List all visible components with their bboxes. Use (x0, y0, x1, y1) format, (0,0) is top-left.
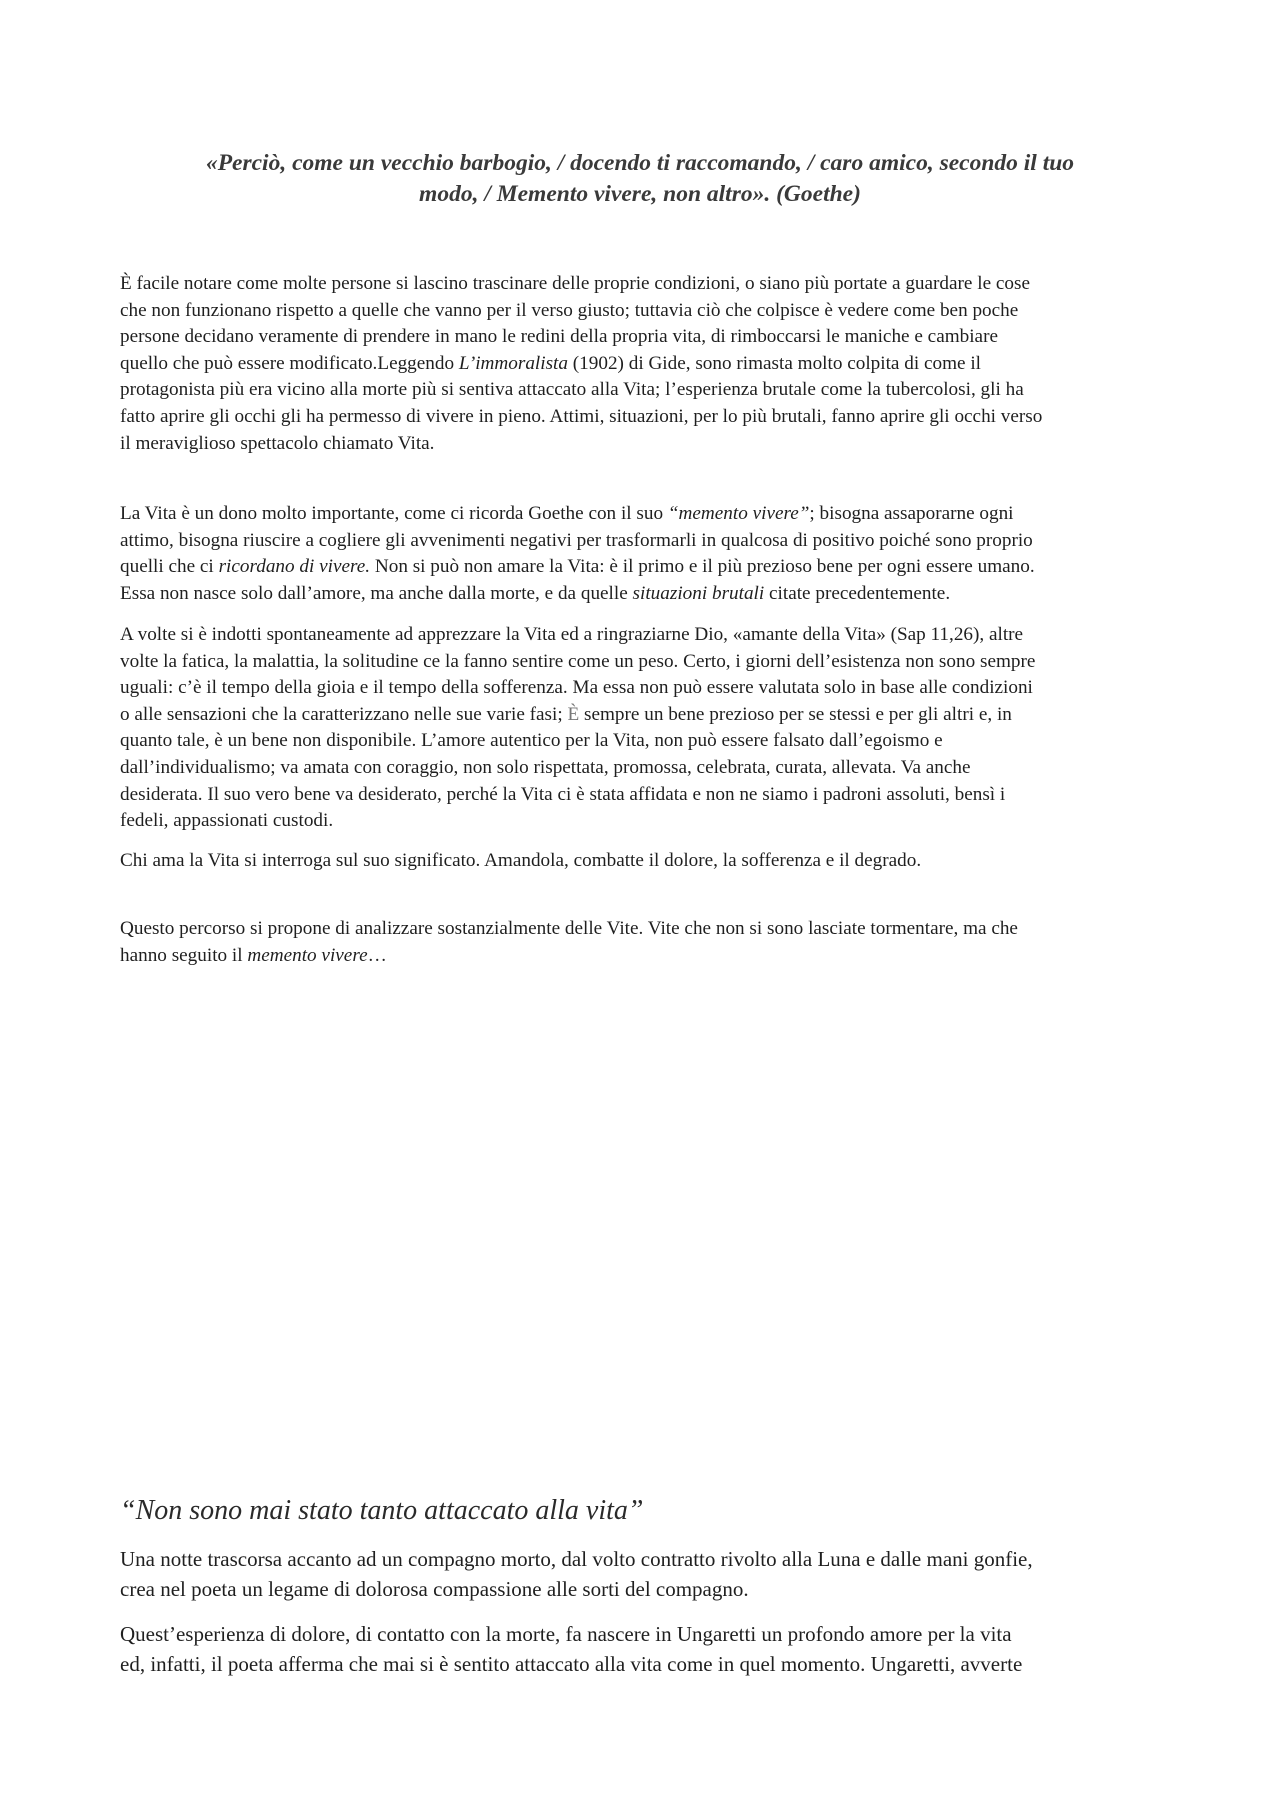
text-line: fedeli, appassionati custodi. (120, 810, 334, 832)
text-line (120, 554, 1172, 581)
paragraph-goethe (120, 501, 1172, 607)
text-run: Essa non nasce solo dall’amore, ma anche dalla morte, e da quelle (120, 582, 633, 604)
paragraph-percorso (120, 916, 1172, 969)
text-run: o alle sensazioni che la caratterizzano nelle sue varie fasi; (120, 703, 568, 725)
book-title-immoralista: L’immoralista (458, 352, 568, 374)
section-paragraph (120, 1545, 1180, 1604)
italic-phrase: ricordano di vivere. (218, 556, 371, 578)
text-line: persone decidano veramente di prendere in mano le redini della propria vita, di rimboccarsi le maniche e cambiare (120, 326, 998, 348)
text-line: È facile notare come molte persone si lascino trascinare delle proprie condizioni, o siano più portate a guardare le cose (120, 273, 1030, 294)
text-run: quello che può essere modificato.Leggendo (120, 352, 459, 374)
text-line: il meraviglioso spettacolo chiamato Vita. (120, 432, 435, 454)
text-line: dall’individualismo; va amata con coraggio, non solo rispettata, promossa, celebrata, curata, allevata. Va anche (120, 756, 971, 778)
text-line: attimo, bisogna riuscire a cogliere gli avvenimenti negativi per trasformarli in qualcosa di positivo poiché sono proprio (120, 529, 1033, 551)
memento-vivere-quote: “memento vivere” (667, 503, 810, 524)
section-paragraph (120, 1620, 1180, 1679)
text-run: quelli che ci (120, 556, 219, 578)
text-line (120, 581, 1172, 608)
epigraph-line: «Perciò, come un vecchio barbogio, / docendo ti raccomando, / caro amico, secondo il tuo (205, 150, 1075, 176)
text-line: volte la fatica, la malattia, la solitudine ce la fanno sentire come un peso. Certo, i giorni dell’esistenza non sono sempre (120, 650, 1036, 672)
text-line: protagonista più era vicino alla morte più si sentiva attaccato alla Vita; l’esperienza brutale come la tubercolosi, gli ha (120, 379, 1024, 401)
text-run: (1902) di Gide, sono rimasta molto colpita di come il (567, 352, 981, 374)
text-run: citate precedentemente. (764, 582, 951, 604)
text-run: … (367, 944, 387, 966)
text-line: uguali: c’è il tempo della gioia e il tempo della sofferenza. Ma essa non può essere valutata solo in base alle condizioni (120, 677, 1033, 699)
text-line (120, 351, 1172, 378)
text-line: Una notte trascorsa accanto ad un compagno morto, dal volto contratto rivolto alla Luna e dalle mani gonfie, (120, 1547, 1033, 1571)
epigraph-quote (120, 148, 1160, 210)
italic-phrase: situazioni brutali (632, 582, 765, 604)
text-line: Questo percorso si propone di analizzare sostanzialmente delle Vite. Vite che non si sono lasciate tormentare, ma che (120, 918, 1018, 939)
text-run: È (567, 703, 580, 725)
paragraph-chi-ama (120, 848, 1172, 875)
text-line (120, 702, 1172, 729)
paragraph-intro (120, 271, 1172, 457)
text-line: fatto aprire gli occhi gli ha permesso di vivere in pieno. Attimi, situazioni, per lo più brutali, fanno aprire gli occhi verso (120, 405, 1043, 427)
text-run: La Vita è un dono molto importante, come ci ricorda Goethe con il suo (120, 503, 668, 524)
text-run: Non si può non amare la Vita: è il primo e il più prezioso bene per ogni essere umano. (370, 556, 1035, 578)
text-line: ed, infatti, il poeta afferma che mai si è sentito attaccato alla vita come in quel momento. Ungaretti, avverte (120, 1651, 1023, 1676)
text-line: A volte si è indotti spontaneamente ad apprezzare la Vita ed a ringraziarne Dio, «amante della Vita» (Sap 11,26), altre (120, 624, 1024, 645)
text-run: hanno seguito il (120, 944, 248, 966)
text-line (120, 501, 1172, 528)
text-line: Chi ama la Vita si interroga sul suo significato. Amandola, combatte il dolore, la sofferenza e il degrado. (120, 850, 922, 871)
section-heading: “Non sono mai stato tanto attaccato alla vita” (120, 1495, 644, 1526)
text-line: Quest’esperienza di dolore, di contatto con la morte, fa nascere in Ungaretti un profondo amore per la vita (120, 1622, 1012, 1646)
epigraph-line: modo, / Memento vivere, non altro». (Goethe) (419, 181, 861, 207)
text-run: sempre un bene prezioso per se stessi e per gli altri e, in (579, 703, 1012, 725)
text-line (120, 943, 1172, 970)
text-line: crea nel poeta un legame di dolorosa compassione alle sorti del compagno. (120, 1576, 749, 1601)
memento-vivere-italic: memento vivere (247, 944, 368, 966)
paragraph-life-value (120, 622, 1172, 835)
text-line: che non funzionano rispetto a quelle che vanno per il verso giusto; tuttavia ciò che colpisce è vedere come ben poche (120, 299, 1019, 321)
text-line: quanto tale, è un bene non disponibile. L’amore autentico per la Vita, non può essere falsato dall’egoismo e (120, 730, 943, 752)
text-line: desiderata. Il suo vero bene va desiderato, perché la Vita ci è stata affidata e non ne siamo i padroni assoluti, bensì i (120, 783, 1006, 805)
text-run: ; bisogna assaporarne ogni (809, 503, 1014, 524)
